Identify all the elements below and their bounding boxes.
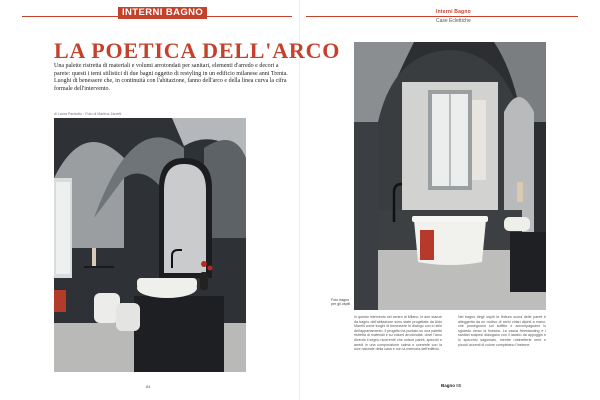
page-number-right: 85 (456, 383, 462, 388)
running-head: Interni Bagno (436, 9, 471, 15)
footer-brand: Bagno (441, 383, 455, 388)
header-rule-right (306, 16, 578, 17)
photo-bathroom-arch-mirror (54, 118, 246, 372)
running-head-sub: Case Eclettiche (436, 18, 471, 24)
photo-caption (331, 298, 350, 307)
body-column-1: In questo intervento nel centro di Milano, le due stanze da bagno dell'abitazione sono state progettate da Aldo Marelli come luoghi di benessere in dialogo con lo stile dell'appartamento. Il progetto ha puntato su una palette ristretta di materiali e su volumi arrotondati, dove l'arco diventa il segno ricorrente che unisce pareti, specchi e arredi in una composizione calma e coerente con la luce naturale della casa e con la memoria dell'edificio. (354, 315, 442, 352)
article-title: LA POETICA DELL'ARCO (54, 38, 341, 63)
article-credit: di Laura Parisotto · Foto di Martina Zanetti (54, 112, 122, 116)
section-kicker: INTERNI BAGNO (118, 7, 207, 19)
body-column-2: Nel bagno degli ospiti la finitura scura delle pareti è alleggerita da un motivo di archi chiari dipinti a mano, che proseguono sul soffitto e accompagnano lo sguardo verso la finestra. La vasca freestanding e i sanitari sospesi dialogano con il lavabo da appoggio e lo specchio sagomato, mentre rubinetterie nere e piccoli accenti di colore completano l'insieme. (458, 315, 546, 347)
article-intro: Una palette ristretta di materiali e volumi arrotondati per sanitari, elementi d'arredo e decori a parete: questi i temi stilistici di due bagni oggetto di restyling in un edificio milanese anni Trenta. Luoghi di benessere che, in continuità con l'abitazione, fanno dell'arco e della linea curva la cifra formale dell'intervento. (54, 63, 288, 93)
photo-bathroom-tub-window (354, 42, 546, 310)
page-footer-right (441, 383, 461, 388)
page-number-left: 84 (146, 384, 151, 389)
caption-text: Foto bagno per gli ospiti (331, 298, 351, 307)
